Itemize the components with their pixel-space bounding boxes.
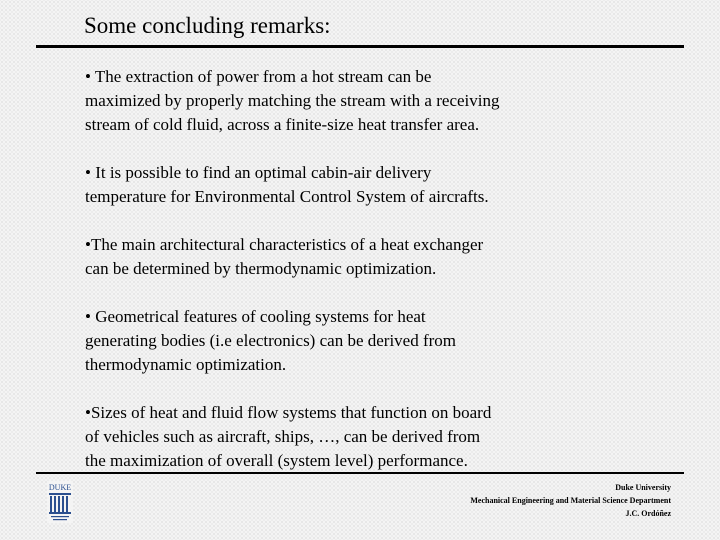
bullet-power-extraction: • The extraction of power from a hot stream can be maximized by properly matching the stream with a receiving stream of cold fluid, across a finite-size heat transfer area. <box>85 67 500 134</box>
slide-title: Some concluding remarks: <box>84 13 331 38</box>
footer-rule <box>36 472 684 474</box>
bullet-vehicle-systems: •Sizes of heat and fluid flow systems that function on board of vehicles such as aircraft, ships, …, can be derived from the maximization of overall (system level) performance. <box>85 403 492 470</box>
title-rule <box>36 45 684 48</box>
bullet-heat-exchanger: •The main architectural characteristics of a heat exchanger can be determined by thermodynamic optimization. <box>85 235 484 278</box>
footer-department: Mechanical Engineering and Material Science Department <box>470 496 671 505</box>
footer-author: J.C. Ordóñez <box>625 509 671 518</box>
footer-university: Duke University <box>615 483 671 492</box>
duke-logo-icon <box>47 481 73 523</box>
footer-credits <box>470 481 671 520</box>
logo-text: DUKE <box>48 483 72 492</box>
bullet-cooling-systems: • Geometrical features of cooling systems for heat generating bodies (i.e electronics) can be derived from thermodynamic optimization. <box>85 307 457 374</box>
bullet-cabin-air: • It is possible to find an optimal cabin-air delivery temperature for Environmental Control System of aircrafts. <box>85 163 489 206</box>
